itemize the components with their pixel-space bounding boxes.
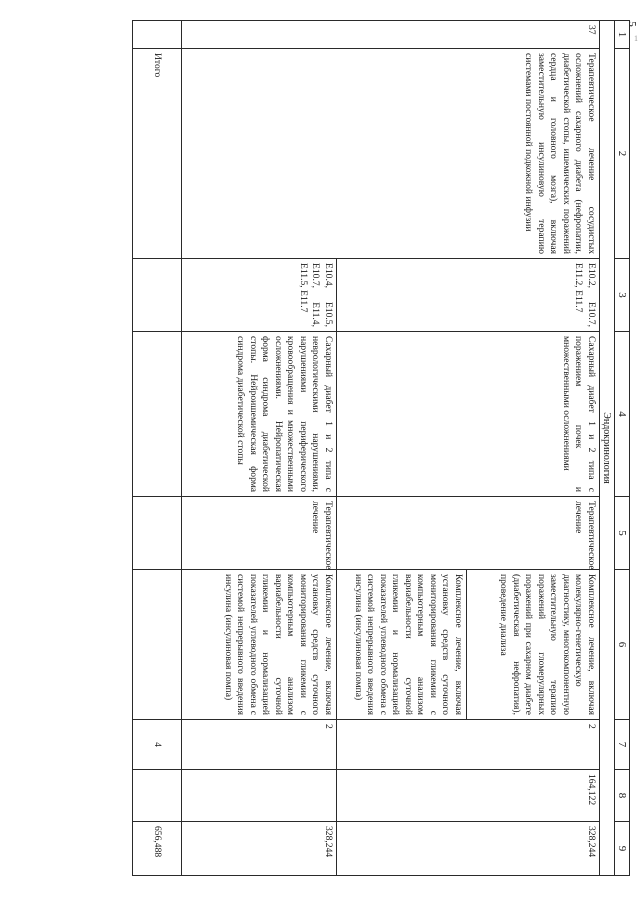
group-name-cell: Терапевтическое лечение сосудистых осложнений сахарного диабета (нефропатии, диабетической стопы, ишемических поражений сердца и головного мозга), включая заместительную инсулиновую терапию системами постоянной подкожной инфузии [181,49,599,259]
treatment-method-cell [336,570,599,720]
icd-codes-cell: E10.4, E10.5, E10.7, E11.4, E11.5, E11.7 [181,259,336,332]
total-row [132,21,181,876]
patient-model-cell: Сахарный диабет 1 и 2 типа с поражением почек и множественными осложнениями [336,332,599,497]
section-row [599,21,614,876]
row-number: 37 [181,21,599,49]
corner-mark: 1 [634,34,638,43]
col-number: 5 [614,497,629,570]
col-number: 9 [614,822,629,876]
total-cell: 328,244 [336,822,599,876]
total-cell: 328,244 [181,822,336,876]
col-number: 2 [614,49,629,259]
col-number: 4 [614,332,629,497]
empty-cell [132,332,181,497]
col-number: 3 [614,259,629,332]
rotated-table-container [80,20,630,875]
table-row [336,21,599,876]
total-count: 4 [132,720,181,770]
treatment-type-cell: Терапевтическое лечение [181,497,336,570]
page-number: 5 [625,21,638,27]
empty-cell [132,770,181,822]
method-a1: Комплексное лечение, включая молекулярно-генетическую диагностику, многокомпонентную заместительную терапию поражений гломерулярных поражений при сахарном диабете (диабетическая нефропатия), проведение диализа [466,570,599,719]
price-cell: 164,122 [336,770,599,822]
count-cell: 2 [181,720,336,770]
col-number: 7 [614,720,629,770]
empty-cell [132,259,181,332]
column-numbers-row [614,21,629,876]
treatment-method-cell: Комплексное лечение, включая установку средств суточного мониторирования гликемии с компьютерным анализом вариабельности суточной гликемии и нормализацией показателей углеводного обмена с системой непрерывного введения инсулина (инсулиновая помпа) [181,570,336,720]
icd-codes-cell: E10.2, E10.7, E11.2, E11.7 [336,259,599,332]
total-label: Итого [132,49,181,259]
price-cell [181,770,336,822]
col-number: 8 [614,770,629,822]
document-table [132,20,630,876]
empty-cell [132,570,181,720]
section-title: Эндокринология [599,21,614,876]
empty-cell [132,497,181,570]
empty-cell [132,21,181,49]
total-sum: 656,488 [132,822,181,876]
treatment-type-cell: Терапевтическое лечение [336,497,599,570]
patient-model-cell: Сахарный диабет 1 и 2 типа с неврологическими нарушениями, нарушениями периферического кровообращения и множественными осложнениями. Нейропатическая форма синдрома диабетической стопы. Нейроишемическая форма синдрома диабетической стопы [181,332,336,497]
col-number: 6 [614,570,629,720]
method-a2: Комплексное лечение, включая установку средств суточного мониторирования гликемии с компьютерным анализом вариабельности суточной гликемии и нормализацией показателей углеводного обмена с системой непрерывного введения инсулина (инсулиновая помпа) [352,574,464,715]
col-number: 1 [614,21,629,49]
count-cell: 2 [336,720,599,770]
